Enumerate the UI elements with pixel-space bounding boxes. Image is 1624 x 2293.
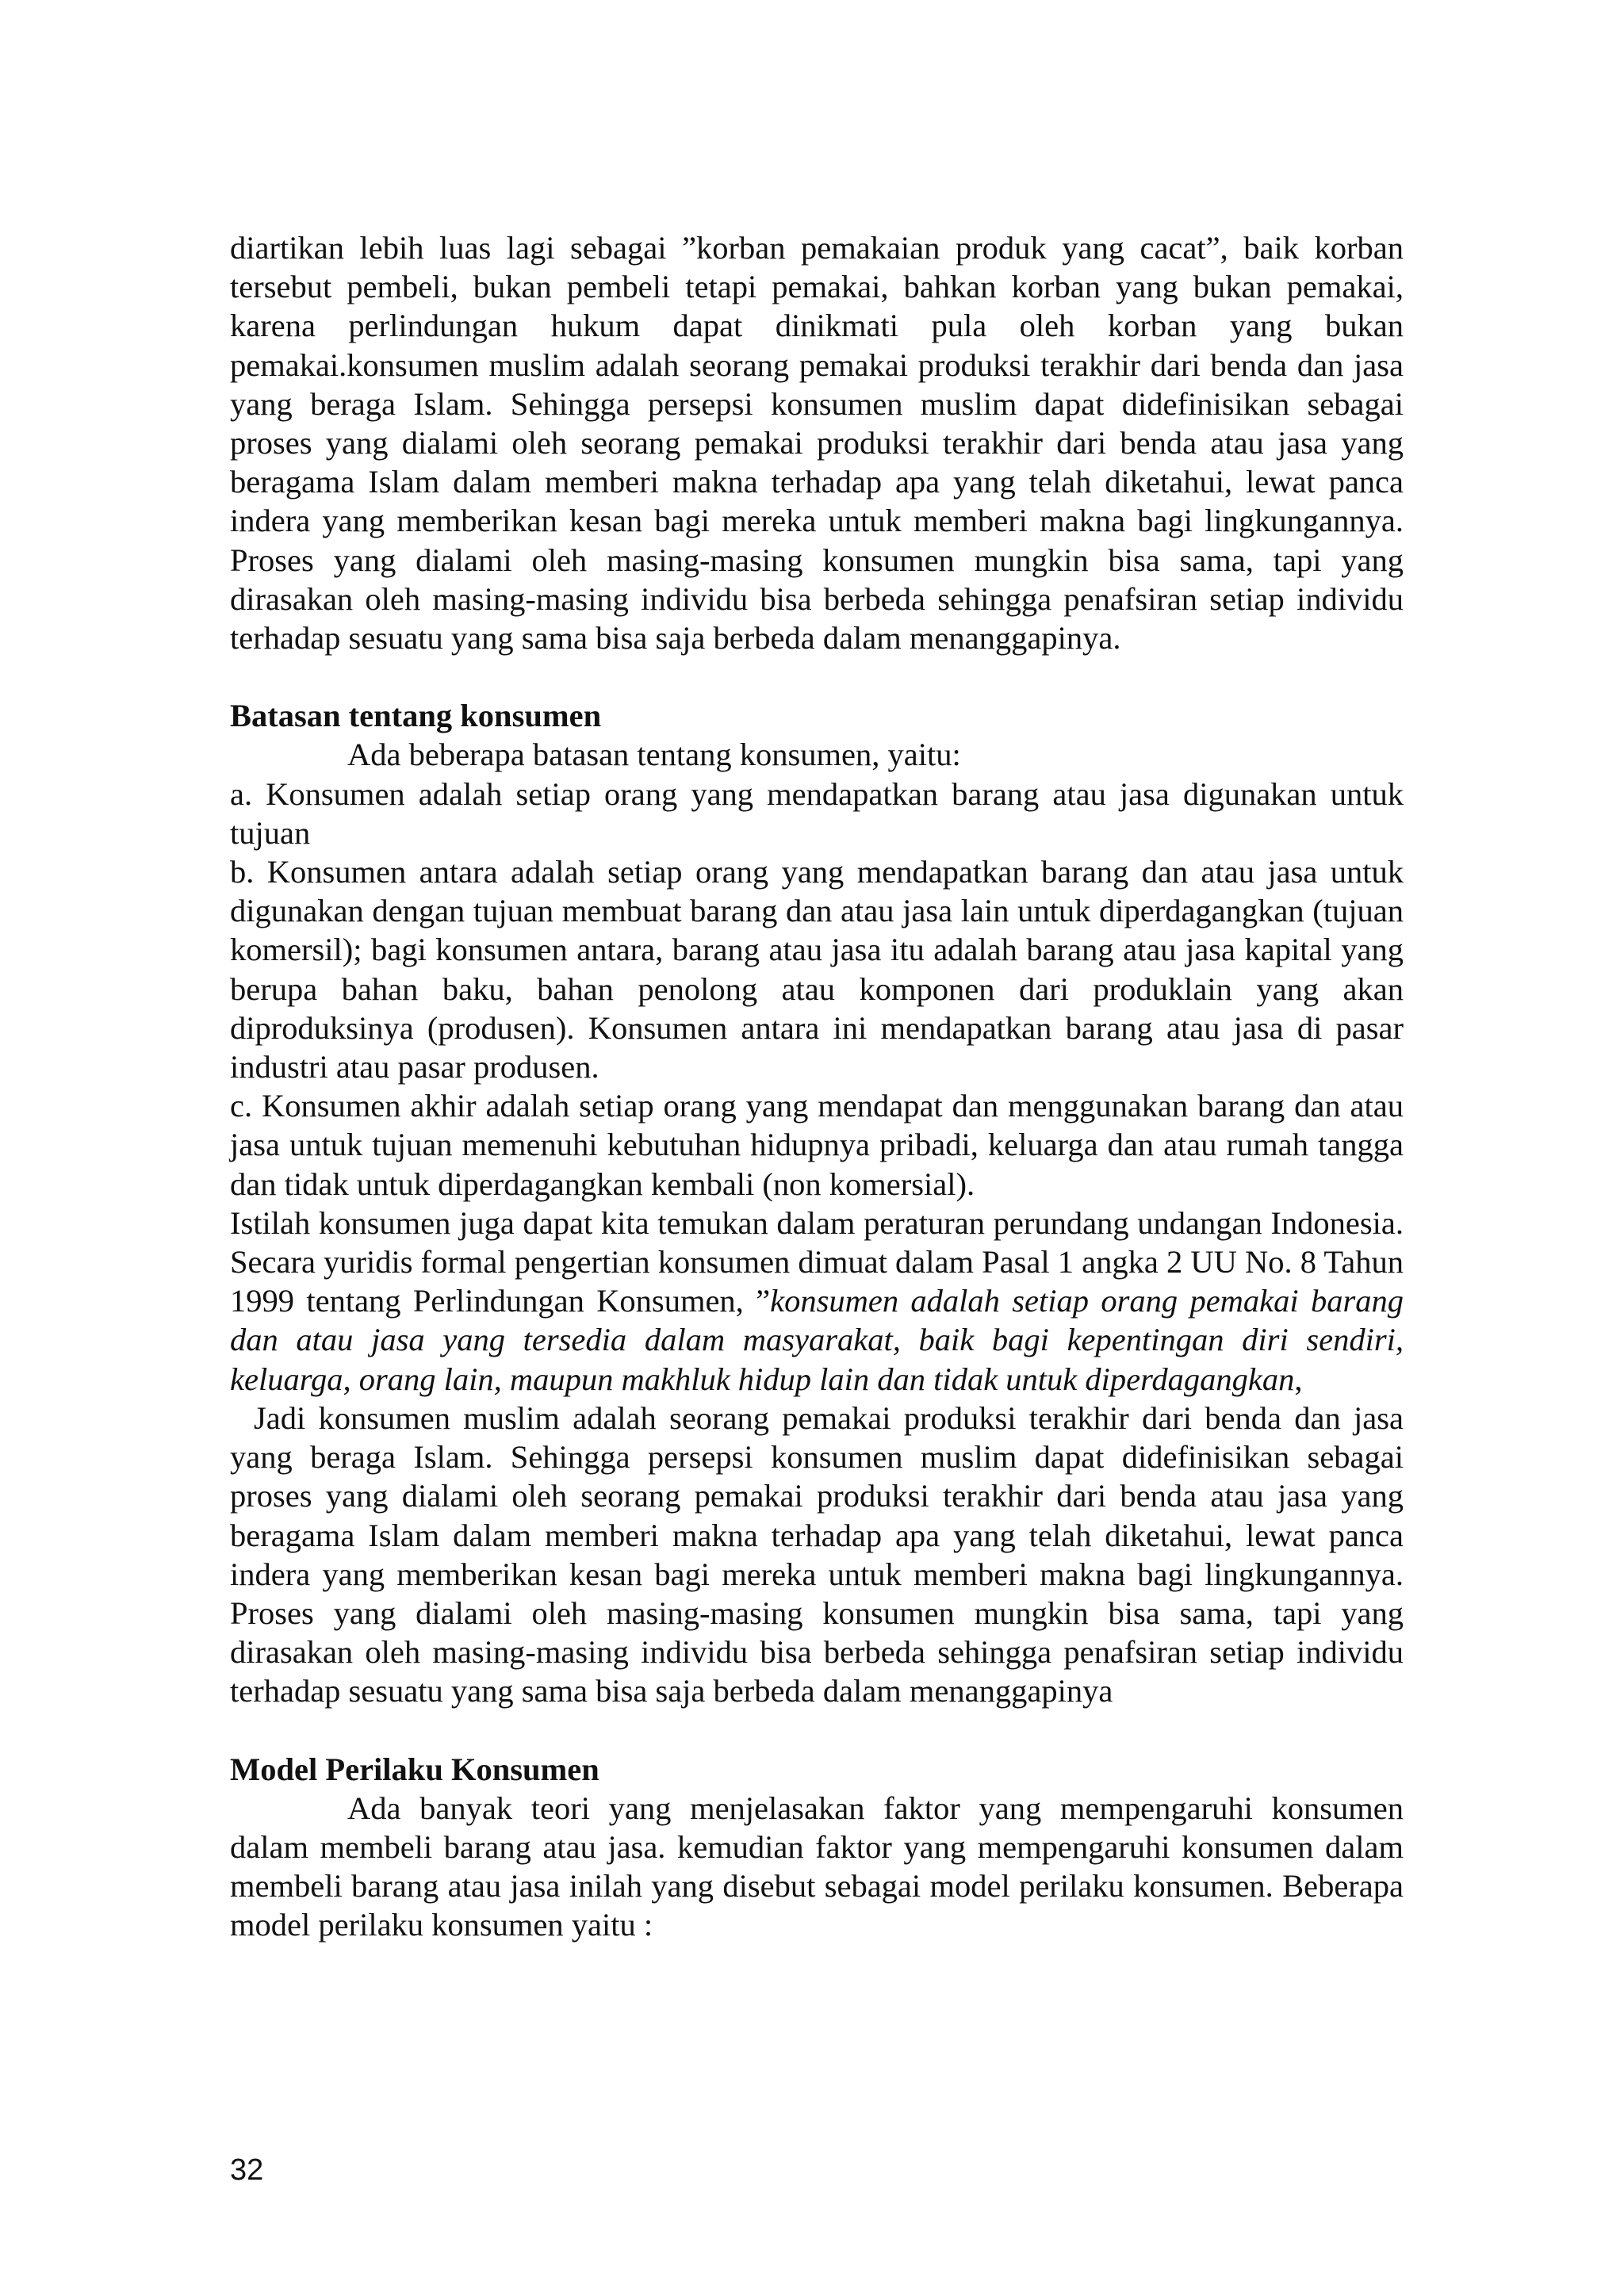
page-content xyxy=(230,228,1404,1945)
legal-end: , xyxy=(1294,1361,1303,1397)
section-intro: Ada beberapa batasan tentang konsumen, yaitu: xyxy=(347,737,961,773)
list-item-b: b. Konsumen antara adalah setiap orang yang mendapatkan barang dan atau jasa untuk digunakan dengan tujuan membuat barang dan atau jasa lain untuk diperdagangkan (tujuan komersil); bagi konsumen antara, barang atau jasa itu adalah barang atau jasa kapital yang berupa bahan baku, bahan penolong atau komponen dari produklain yang akan diproduksinya (produsen). Konsumen antara ini mendapatkan barang atau jasa di pasar industri atau pasar produsen. xyxy=(230,854,1404,1085)
body-paragraph-intro: diartikan lebih luas lagi sebagai ”korban pemakaian produk yang cacat”, baik korban tersebut pembeli, bukan pembeli tetapi pemakai, bahkan korban yang bukan pemakai, karena perlindungan hukum dapat dinikmati pula oleh korban yang bukan pemakai.konsumen muslim adalah seorang pemakai produksi terakhir dari benda dan jasa yang beraga Islam. Sehingga persepsi konsumen muslim dapat didefinisikan sebagai proses yang dialami oleh seorang pemakai produksi terakhir dari benda atau jasa yang beragama Islam dalam memberi makna terhadap apa yang telah diketahui, lewat panca indera yang memberikan kesan bagi mereka untuk memberi makna bagi lingkungannya. Proses yang dialami oleh masing-masing konsumen mungkin bisa sama, tapi yang dirasakan oleh masing-masing individu bisa berbeda sehingga penafsiran setiap individu terhadap sesuatu yang sama bisa saja berbeda dalam menanggapinya. xyxy=(230,230,1404,657)
model-paragraph: Ada banyak teori yang menjelasakan faktor yang mempengaruhi konsumen dalam membeli barang atau jasa. kemudian faktor yang mempengaruhi konsumen dalam membeli barang atau jasa inilah yang disebut sebagai model perilaku konsumen. Beberapa model perilaku konsumen yaitu : xyxy=(230,1790,1404,1943)
list-item-c: c. Konsumen akhir adalah setiap orang yang mendapat dan menggunakan barang dan atau jasa untuk tujuan memenuhi kebutuhan hidupnya pribadi, keluarga dan atau rumah tangga dan tidak untuk diperdagangkan kembali (non komersial). xyxy=(230,1088,1404,1202)
list-item-a: a. Konsumen adalah setiap orang yang mendapatkan barang atau jasa digunakan untuk tujuan xyxy=(230,775,1404,851)
section-heading-batasan: Batasan tentang konsumen xyxy=(230,698,602,734)
spacer xyxy=(230,1711,1404,1750)
legal-quote: konsumen adalah setiap orang pemakai barang dan atau jasa yang tersedia dalam masyarakat, baik bagi kepentingan diri sendiri, keluarga, orang lain, maupun makhluk hidup lain dan tidak untuk diperdagangkan xyxy=(230,1283,1404,1397)
spacer xyxy=(230,657,1404,696)
legal-text: Istilah konsumen juga dapat kita temukan dalam peraturan perundang undangan Indonesia. Secara yuridis formal pengertian konsumen dimuat dalam Pasal 1 angka 2 UU No. 8 Tahun 1999 tentang Perlindungan Konsumen, ” xyxy=(230,1204,1404,1319)
legal-definition-paragraph xyxy=(230,1204,1404,1399)
page-number: 32 xyxy=(230,2153,264,2187)
section-heading-model: Model Perilaku Konsumen xyxy=(230,1751,599,1787)
conclusion-paragraph: Jadi konsumen muslim adalah seorang pemakai produksi terakhir dari benda dan jasa yang beraga Islam. Sehingga persepsi konsumen muslim dapat didefinisikan sebagai proses yang dialami oleh seorang pemakai produksi terakhir dari benda atau jasa yang beragama Islam dalam memberi makna terhadap apa yang telah diketahui, lewat panca indera yang memberikan kesan bagi mereka untuk memberi makna bagi lingkungannya. Proses yang dialami oleh masing-masing konsumen mungkin bisa sama, tapi yang dirasakan oleh masing-masing individu bisa berbeda sehingga penafsiran setiap individu terhadap sesuatu yang sama bisa saja berbeda dalam menanggapinya xyxy=(230,1399,1404,1709)
